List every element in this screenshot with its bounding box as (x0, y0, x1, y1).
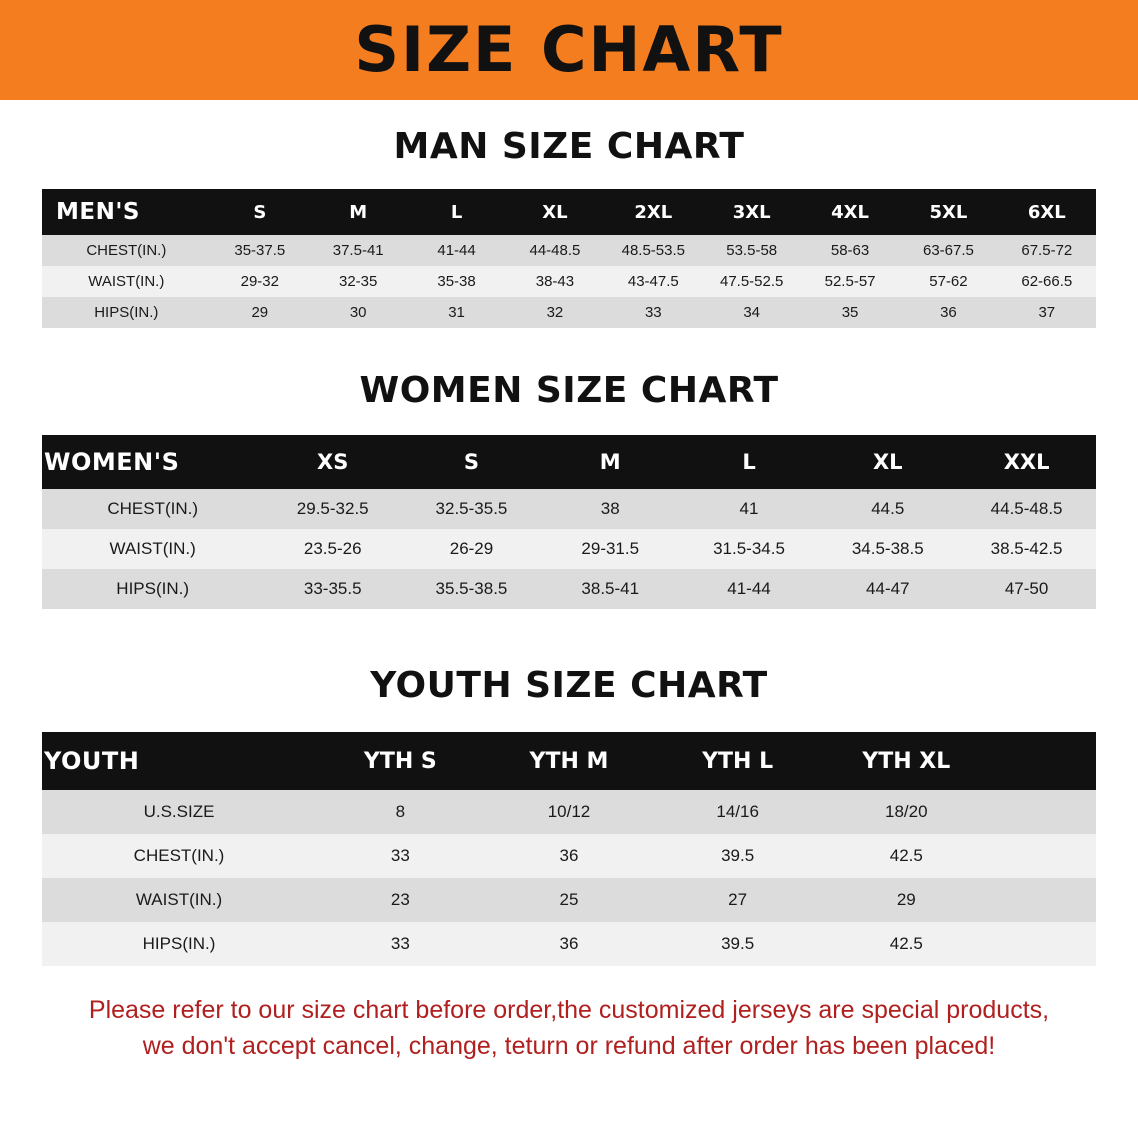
man-cell-0-6: 58-63 (801, 235, 899, 266)
youth-section-heading: YOUTH SIZE CHART (370, 665, 768, 706)
women-row-label-1: WAIST(IN.) (42, 529, 263, 569)
youth-cell-1-3: 42.5 (822, 834, 991, 878)
man-cell-1-7: 57-62 (899, 266, 997, 297)
youth-cell-0-spacer (991, 790, 1096, 834)
women-cell-1-5: 38.5-42.5 (957, 529, 1096, 569)
women-size-table (42, 435, 1096, 609)
youth-table-body (42, 790, 1096, 966)
man-cell-0-0: 35-37.5 (211, 235, 309, 266)
table-row (42, 235, 1096, 266)
man-cell-1-8: 62-66.5 (998, 266, 1096, 297)
man-cell-1-4: 43-47.5 (604, 266, 702, 297)
table-row (42, 297, 1096, 328)
man-cell-1-0: 29-32 (211, 266, 309, 297)
man-row-label-1: WAIST(IN.) (42, 266, 211, 297)
man-cell-1-5: 47.5-52.5 (703, 266, 801, 297)
table-row (42, 922, 1096, 966)
women-col-3: L (742, 450, 756, 474)
women-cell-0-2: 38 (541, 489, 680, 529)
youth-cell-0-1: 10/12 (485, 790, 654, 834)
man-cell-1-6: 52.5-57 (801, 266, 899, 297)
youth-cell-1-1: 36 (485, 834, 654, 878)
youth-cell-3-3: 42.5 (822, 922, 991, 966)
youth-corner-label: YOUTH (44, 747, 140, 775)
women-table-head (42, 435, 1096, 489)
page-title: SIZE CHART (354, 13, 784, 86)
banner (0, 0, 1138, 100)
man-col-4: 2XL (634, 201, 673, 223)
women-cell-2-2: 38.5-41 (541, 569, 680, 609)
table-row (42, 529, 1096, 569)
youth-table-wrap (0, 732, 1138, 966)
man-col-5: 3XL (732, 201, 771, 223)
table-row (42, 489, 1096, 529)
man-cell-1-3: 38-43 (506, 266, 604, 297)
man-cell-0-2: 41-44 (407, 235, 505, 266)
youth-col-spacer (991, 732, 1096, 790)
man-col-0: S (253, 201, 267, 223)
man-row-label-2: HIPS(IN.) (42, 297, 211, 328)
youth-col-1: YTH M (529, 748, 609, 774)
man-cell-2-2: 31 (407, 297, 505, 328)
women-cell-2-0: 33-35.5 (263, 569, 402, 609)
women-col-2: M (599, 450, 621, 474)
man-cell-0-1: 37.5-41 (309, 235, 407, 266)
man-cell-2-3: 32 (506, 297, 604, 328)
youth-cell-1-2: 39.5 (653, 834, 822, 878)
women-cell-1-1: 26-29 (402, 529, 541, 569)
man-cell-1-1: 32-35 (309, 266, 407, 297)
man-cell-2-7: 36 (899, 297, 997, 328)
man-table-head (42, 189, 1096, 235)
women-cell-0-4: 44.5 (818, 489, 957, 529)
man-section-heading: MAN SIZE CHART (393, 126, 745, 167)
women-cell-2-3: 41-44 (680, 569, 819, 609)
youth-col-0: YTH S (363, 748, 437, 774)
man-cell-1-2: 35-38 (407, 266, 505, 297)
youth-row-label-0: U.S.SIZE (42, 790, 316, 834)
women-col-1: S (463, 450, 480, 474)
women-cell-2-5: 47-50 (957, 569, 1096, 609)
women-cell-1-0: 23.5-26 (263, 529, 402, 569)
youth-cell-2-1: 25 (485, 878, 654, 922)
man-col-1: M (349, 201, 368, 223)
women-cell-0-0: 29.5-32.5 (263, 489, 402, 529)
women-section-heading: WOMEN SIZE CHART (359, 370, 779, 411)
youth-cell-1-0: 33 (316, 834, 485, 878)
man-size-table (42, 189, 1096, 328)
table-row (42, 266, 1096, 297)
man-table-body (42, 235, 1096, 328)
youth-cell-3-spacer (991, 922, 1096, 966)
man-cell-0-5: 53.5-58 (703, 235, 801, 266)
women-row-label-0: CHEST(IN.) (42, 489, 263, 529)
women-cell-2-4: 44-47 (818, 569, 957, 609)
man-cell-0-4: 48.5-53.5 (604, 235, 702, 266)
man-cell-2-4: 33 (604, 297, 702, 328)
man-cell-2-6: 35 (801, 297, 899, 328)
youth-cell-2-2: 27 (653, 878, 822, 922)
youth-cell-1-spacer (991, 834, 1096, 878)
man-table-wrap (0, 189, 1138, 328)
table-row (42, 878, 1096, 922)
man-col-6: 4XL (831, 201, 869, 223)
women-cell-1-2: 29-31.5 (541, 529, 680, 569)
women-col-4: XL (872, 450, 903, 474)
man-corner-label: MEN'S (56, 199, 140, 225)
man-cell-0-3: 44-48.5 (506, 235, 604, 266)
man-cell-2-1: 30 (309, 297, 407, 328)
table-row (42, 569, 1096, 609)
youth-row-label-3: HIPS(IN.) (42, 922, 316, 966)
women-table-body (42, 489, 1096, 609)
women-corner-label: WOMEN'S (44, 448, 180, 476)
youth-cell-3-1: 36 (485, 922, 654, 966)
women-row-label-2: HIPS(IN.) (42, 569, 263, 609)
youth-col-2: YTH L (702, 748, 774, 774)
youth-table-head (42, 732, 1096, 790)
table-row (42, 834, 1096, 878)
youth-cell-2-spacer (991, 878, 1096, 922)
man-cell-0-8: 67.5-72 (998, 235, 1096, 266)
table-header-row (42, 732, 1096, 790)
youth-cell-0-0: 8 (316, 790, 485, 834)
women-cell-1-4: 34.5-38.5 (818, 529, 957, 569)
women-table-wrap (0, 435, 1138, 609)
women-cell-0-1: 32.5-35.5 (402, 489, 541, 529)
disclaimer-note (38, 992, 1100, 1065)
youth-cell-2-0: 23 (316, 878, 485, 922)
youth-cell-2-3: 29 (822, 878, 991, 922)
youth-row-label-1: CHEST(IN.) (42, 834, 316, 878)
table-row (42, 790, 1096, 834)
disclaimer-line-1: Please refer to our size chart before order,the customized jerseys are special products, (88, 996, 1050, 1024)
man-row-label-0: CHEST(IN.) (42, 235, 211, 266)
table-header-row (42, 435, 1096, 489)
youth-row-label-2: WAIST(IN.) (42, 878, 316, 922)
youth-col-3: YTH XL (862, 748, 951, 774)
women-cell-0-3: 41 (680, 489, 819, 529)
man-col-7: 5XL (929, 201, 968, 223)
youth-cell-0-3: 18/20 (822, 790, 991, 834)
man-cell-2-0: 29 (211, 297, 309, 328)
women-cell-0-5: 44.5-48.5 (957, 489, 1096, 529)
man-col-8: 6XL (1027, 201, 1066, 223)
youth-cell-0-2: 14/16 (653, 790, 822, 834)
women-cell-1-3: 31.5-34.5 (680, 529, 819, 569)
man-col-3: XL (542, 201, 568, 223)
man-cell-2-8: 37 (998, 297, 1096, 328)
women-cell-2-1: 35.5-38.5 (402, 569, 541, 609)
man-cell-2-5: 34 (703, 297, 801, 328)
youth-cell-3-2: 39.5 (653, 922, 822, 966)
man-col-2: L (450, 201, 463, 223)
table-header-row (42, 189, 1096, 235)
youth-size-table (42, 732, 1096, 966)
youth-cell-3-0: 33 (316, 922, 485, 966)
disclaimer-line-2: we don't accept cancel, change, teturn or refund after order has been placed! (142, 1032, 996, 1061)
man-cell-0-7: 63-67.5 (899, 235, 997, 266)
women-col-0: XS (317, 450, 349, 474)
women-col-5: XXL (1003, 450, 1050, 474)
